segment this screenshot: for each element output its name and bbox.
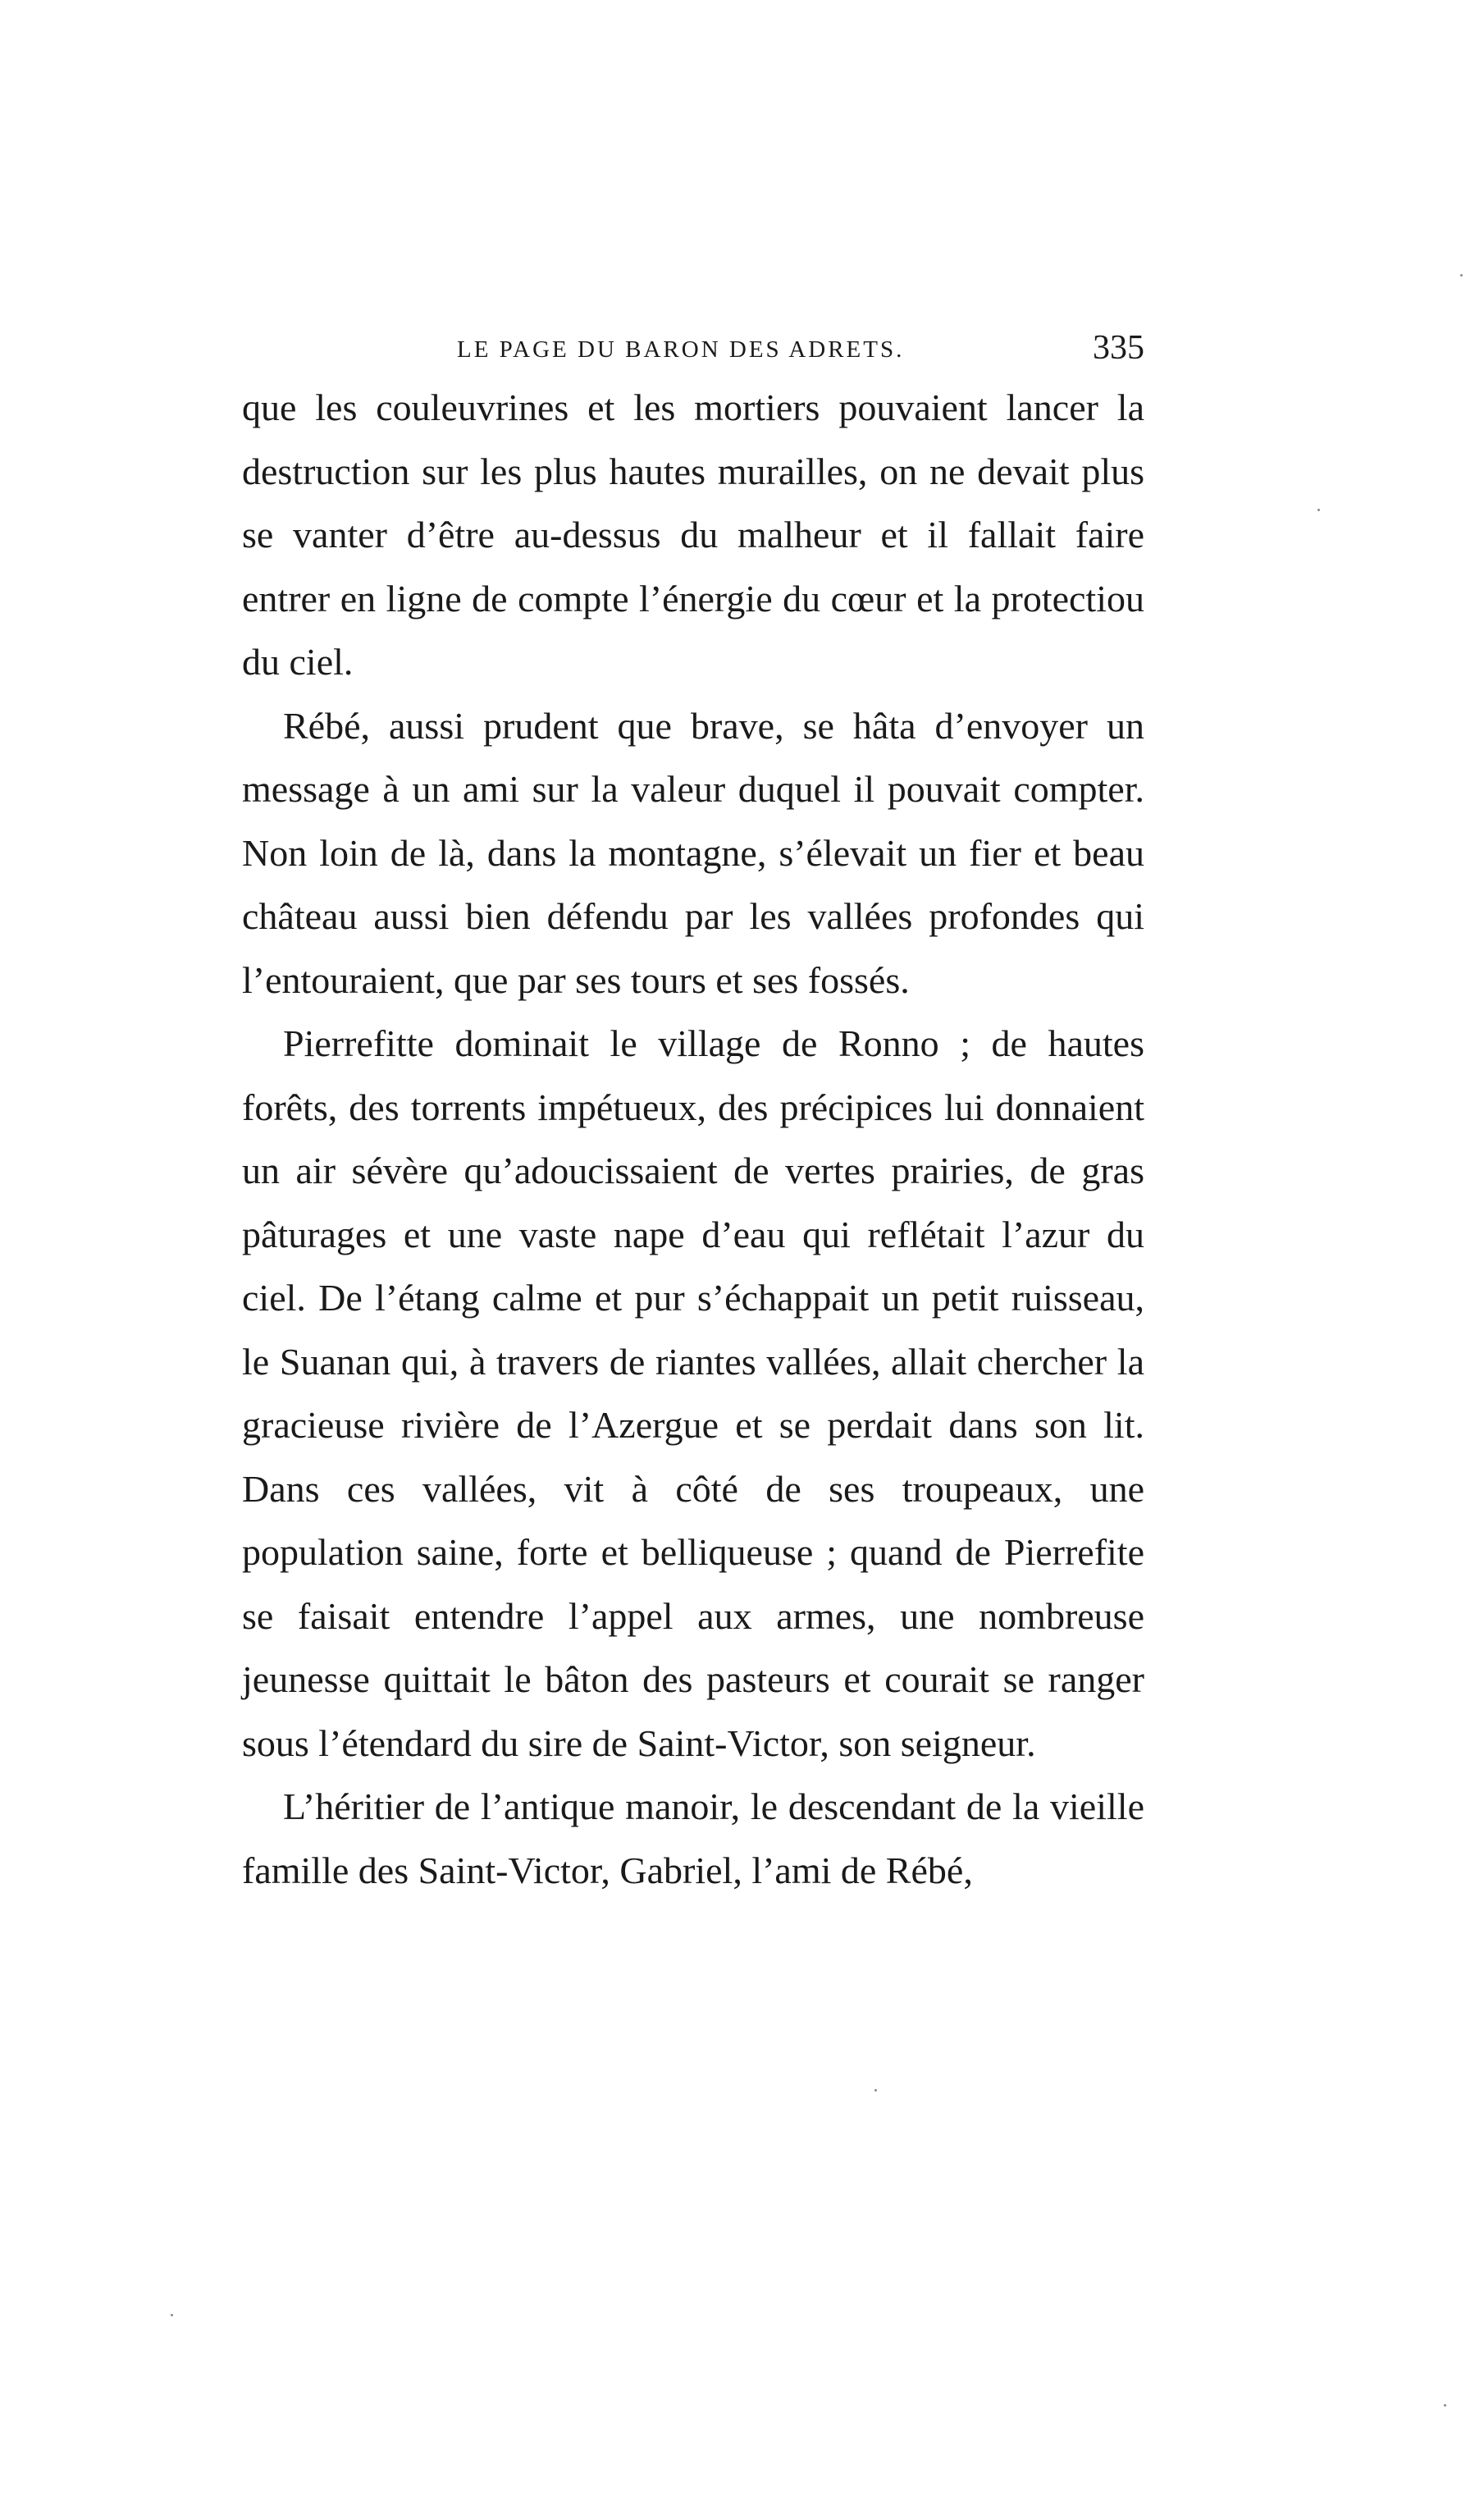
paper-speck [171,2314,173,2316]
running-head [242,328,1144,377]
paragraph-heritier: L’héritier de l’antique manoir, le descendant de la vieille famille des Saint-Victor, Gabriel, l’ami de Rébé, [242,1785,1144,1891]
paragraph-continued: que les couleuvrines et les mortiers pouvaient lancer la destruction sur les plus hautes murailles, on ne devait plus se vanter d’être au-dessus du malheur et il fallait faire entrer en ligne de compte l’énergie du cœur et la protectiou du ciel. [242,386,1144,683]
running-title: LE PAGE DU BARON DES ADRETS. [457,336,905,363]
body-text [242,376,1144,1902]
paper-speck [1317,509,1320,511]
page-number: 335 [1093,329,1144,367]
paper-speck [874,2089,877,2092]
paper-speck [1460,274,1463,277]
paragraph-pierrefitte: Pierrefitte dominait le village de Ronno ; de hautes forêts, des torrents impétueux, des précipices lui donnaient un air sévère qu’adoucissaient de vertes prairies, de gras pâturages et une vaste nape d’eau qui reflétait l’azur du ciel. De l’étang calme et pur s’échappait un petit ruisseau, le Suanan qui, à travers de riantes vallées, allait chercher la gracieuse rivière de l’Azergue et se perdait dans son lit. Dans ces vallées, vit à côté de ses troupeaux, une population saine, forte et belliqueuse ; quand de Pierrefite se faisait entendre l’appel aux armes, une nombreuse jeunesse quittait le bâton des pasteurs et courait se ranger sous l’étendard du sire de Saint-Victor, son seigneur. [242,1022,1144,1764]
paper-speck [1444,2404,1446,2407]
paragraph-rebe-message: Rébé, aussi prudent que brave, se hâta d’envoyer un message à un ami sur la valeur duquel il pouvait compter. Non loin de là, dans la montagne, s’élevait un fier et beau château aussi bien défendu par les vallées profondes qui l’entouraient, que par ses tours et ses fossés. [242,704,1144,1001]
